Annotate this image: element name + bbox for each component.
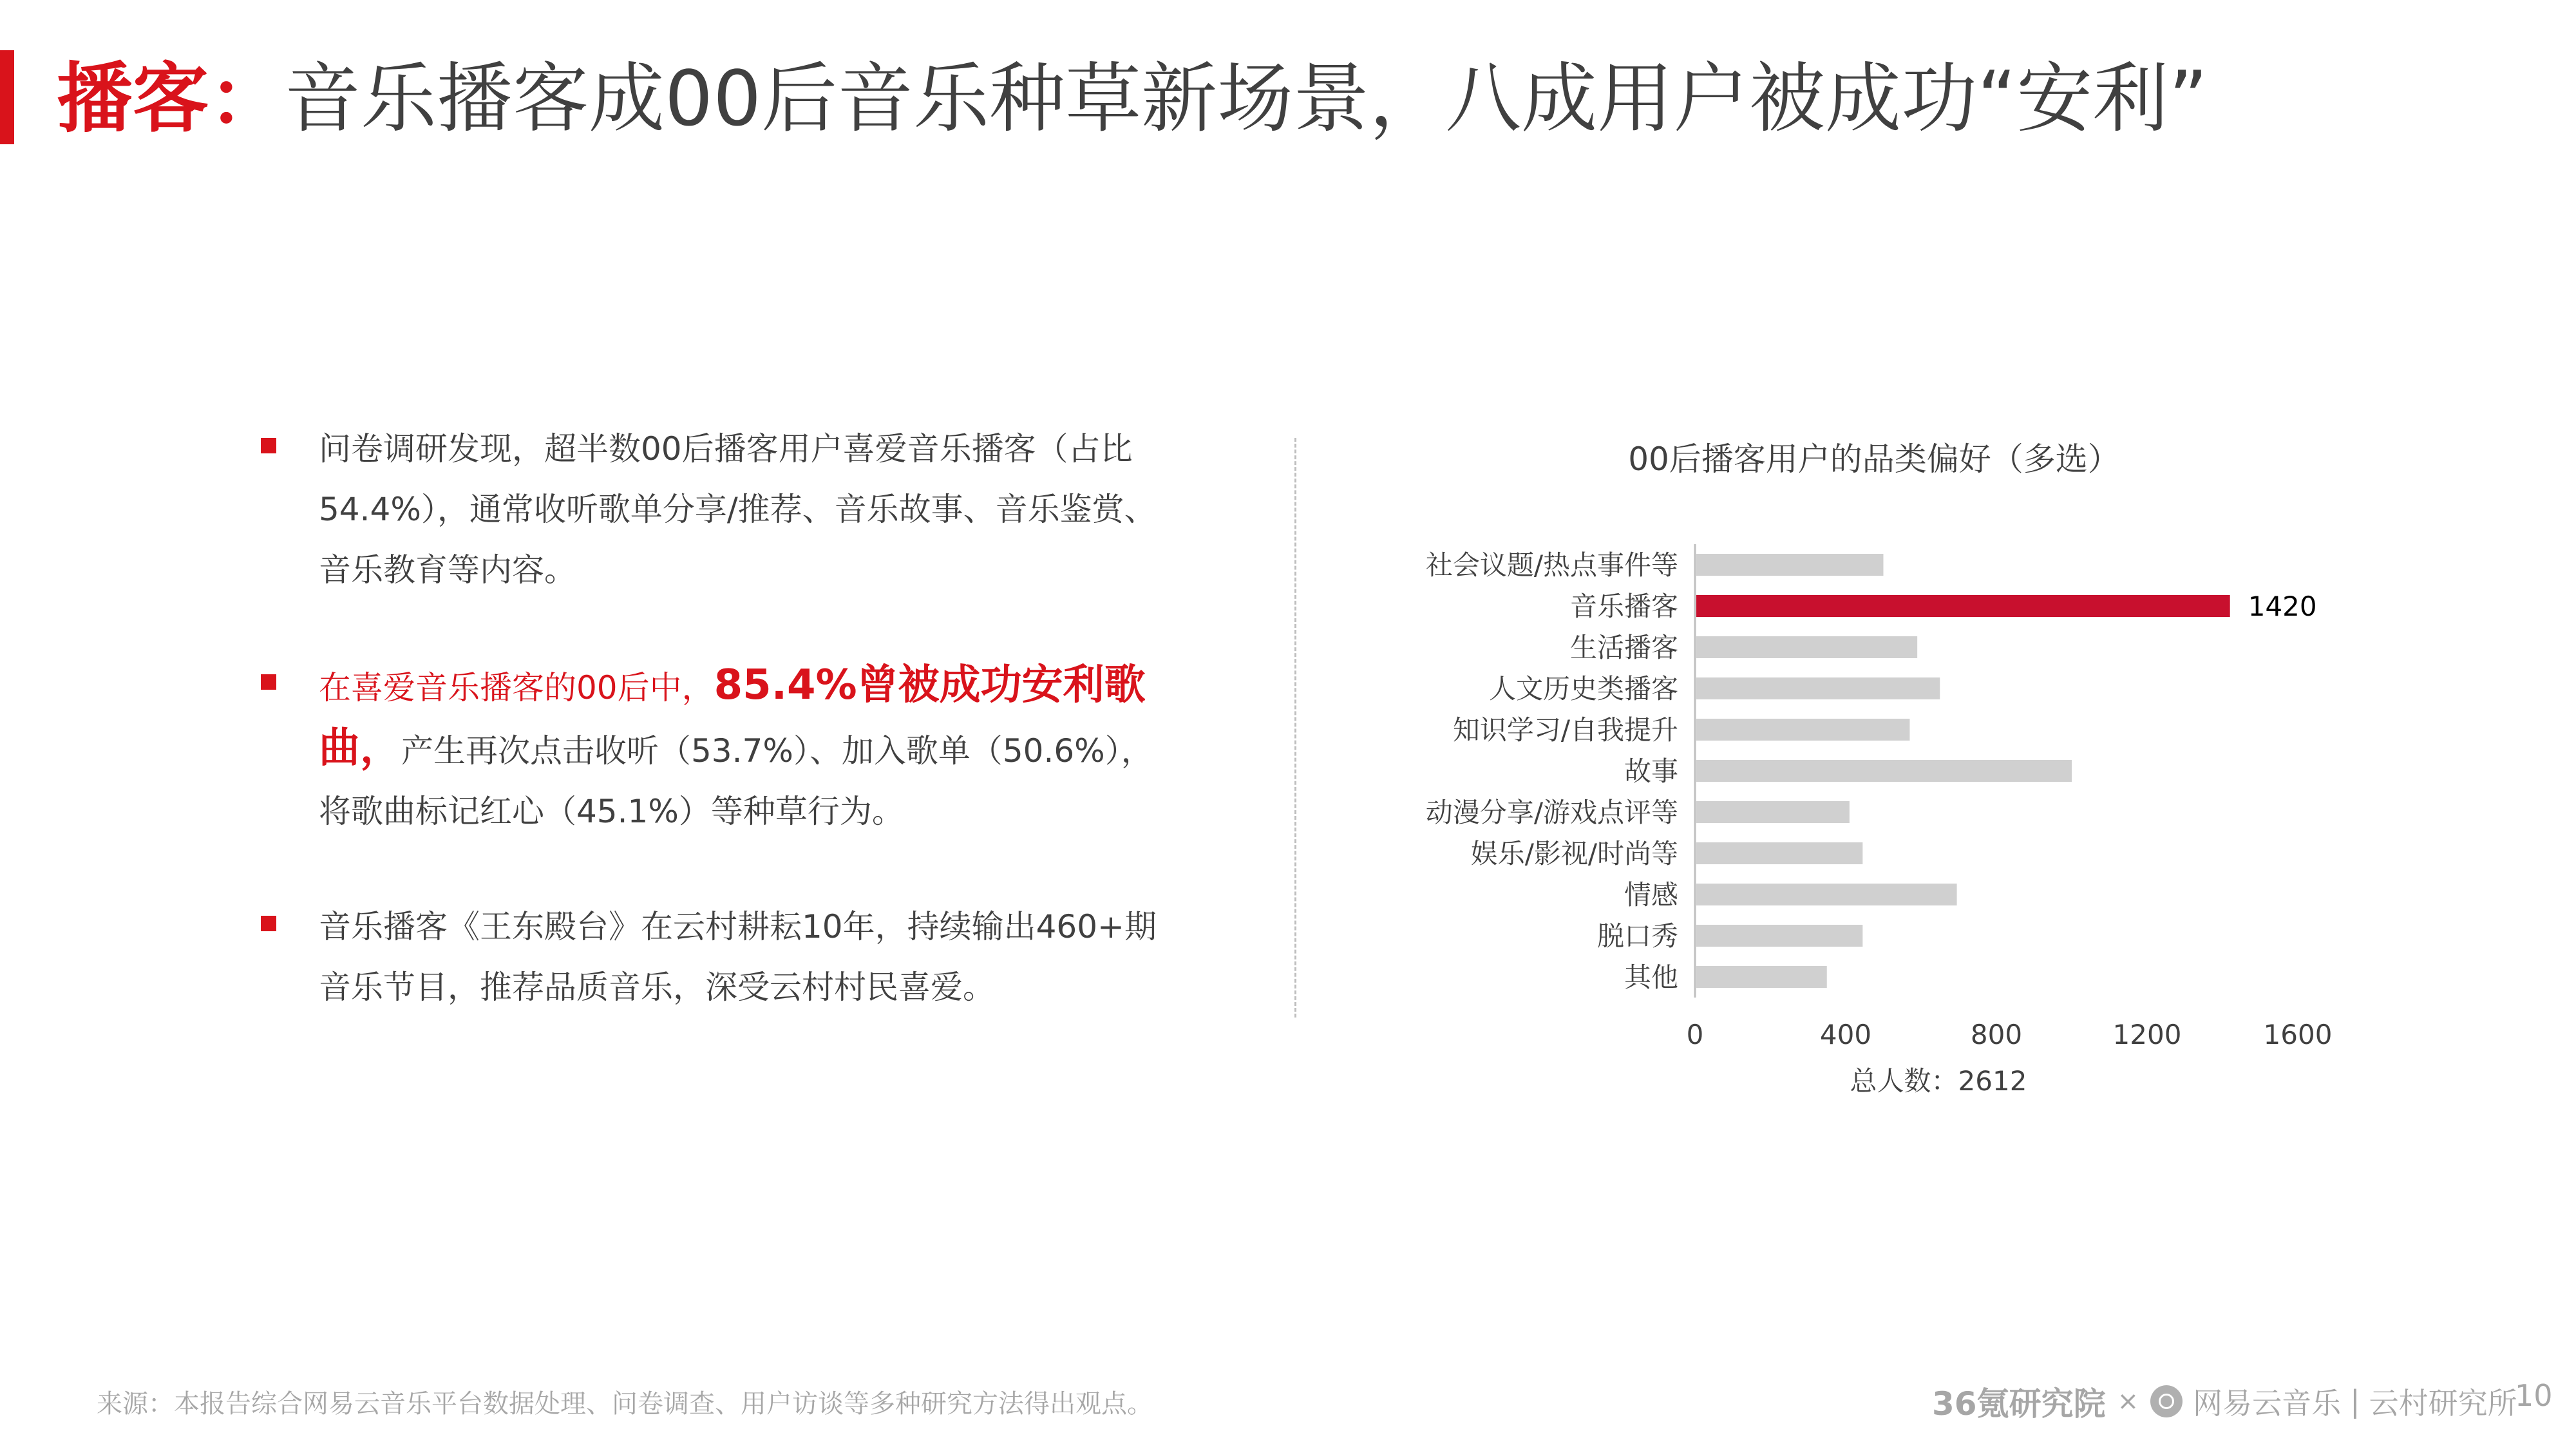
category-labels [1426,549,1678,993]
bullet-square-icon [261,438,276,453]
bullet-rest: 产生再次点击收听（53.7%）、加入歌单（50.6%），将歌曲标记红心（45.1%）等种草行为。 [319,732,1153,830]
x-tick-labels [1687,1019,2333,1050]
source-note: 来源：本报告综合网易云音乐平台数据处理、问卷调查、用户访谈等多种研究方法得出观点。 [97,1389,1153,1419]
x-tick-label: 400 [1819,1019,1872,1050]
category-label: 脱口秀 [1596,920,1678,952]
category-preference-bar-chart [1385,419,2389,1127]
bullet-square-icon [261,674,276,690]
x-axis-label: 总人数：2612 [1850,1065,2027,1097]
page-title-text: 音乐播客成00后音乐种草新场景，八成用户被成功“安利” [285,54,2208,143]
category-label: 知识学习/自我提升 [1452,714,1678,746]
bar [1696,719,1909,741]
data-labels [2248,591,2317,622]
logo-times: × [2117,1387,2139,1416]
bar [1696,925,1862,947]
logo-36kr: 36氪研究院 [1932,1385,2106,1423]
x-tick-label: 800 [1970,1019,2023,1050]
title-accent-bar [0,50,14,144]
bullet-list [261,419,1162,1072]
bullet-text: 问卷调研发现，超半数00后播客用户喜爱音乐播客（占比54.4%），通常收听歌单分享/推荐、音乐故事、音乐鉴赏、音乐教育等内容。 [319,430,1157,589]
category-label: 生活播客 [1569,632,1678,663]
category-label: 情感 [1624,879,1678,911]
page-title [57,44,2208,153]
chart-title: 00后播客用户的品类偏好（多选） [1628,440,2120,478]
category-label: 娱乐/影视/时尚等 [1470,838,1678,869]
page-number: 10 [2515,1378,2553,1413]
category-label: 其他 [1624,961,1678,993]
bar [1696,636,1917,658]
category-label: 动漫分享/游戏点评等 [1425,797,1678,828]
bullet-item [261,655,1162,842]
category-label: 人文历史类播客 [1488,673,1678,705]
bar [1696,554,1884,576]
data-label: 1420 [2248,591,2317,622]
x-tick-label: 1600 [2263,1019,2333,1050]
bar [1696,595,2230,617]
footer-logos [1932,1378,2517,1425]
category-label: 故事 [1624,755,1678,787]
bar [1696,677,1940,699]
bullet-item [261,896,1162,1018]
x-tick-label: 1200 [2112,1019,2182,1050]
bullet-strong: 85.4%曾被成功安利歌曲， [319,661,1146,772]
bar [1696,884,1957,905]
category-label: 社会议题/热点事件等 [1425,549,1678,581]
bullet-item [261,419,1162,600]
category-label: 音乐播客 [1569,591,1678,622]
logo-cloud-village: 云村研究所 [2369,1386,2517,1421]
x-tick-label: 0 [1686,1019,1704,1050]
bullet-lead: 在喜爱音乐播客的00后中， [319,669,714,706]
logo-separator: | [2350,1384,2360,1419]
bar [1696,842,1862,864]
bar [1696,760,2072,782]
bar [1696,966,1827,988]
dashed-divider [1294,438,1296,1018]
logo-netease: 网易云音乐 [2193,1386,2342,1421]
page-title-highlight: 播客： [57,54,285,143]
bullet-text: 音乐播客《王东殿台》在云村耕耘10年，持续输出460+期音乐节目，推荐品质音乐，深受云村村民喜爱。 [319,908,1157,1006]
bar [1696,801,1850,823]
bar-series [1696,554,2230,988]
bullet-square-icon [261,916,276,931]
netease-music-icon [2150,1385,2183,1417]
